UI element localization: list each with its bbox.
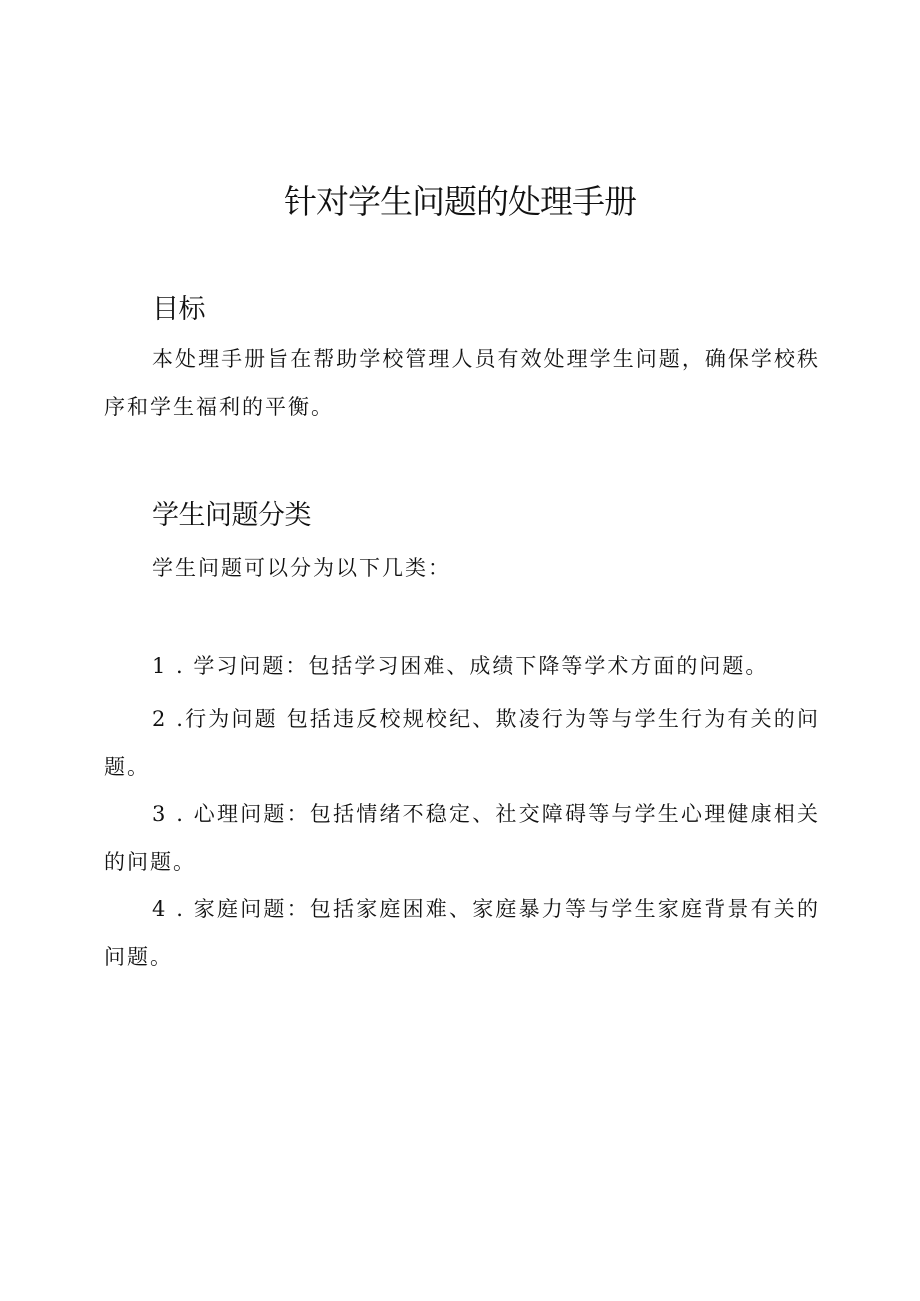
goal-paragraph: 本处理手册旨在帮助学校管理人员有效处理学生问题，确保学校秩序和学生福利的平衡。 bbox=[104, 347, 820, 419]
list-item-family: 4 . 家庭问题：包括家庭困难、家庭暴力等与学生家庭背景有关的问题。 bbox=[104, 897, 820, 969]
list-item-behavior: 2 .行为问题 包括违反校规校纪、欺凌行为等与学生行为有关的问题。 bbox=[104, 707, 820, 779]
section-heading-classification: 学生问题分类 bbox=[152, 500, 311, 531]
classification-intro: 学生问题可以分为以下几类： bbox=[152, 556, 451, 580]
list-item-psychology: 3 . 心理问题：包括情绪不稳定、社交障碍等与学生心理健康相关的问题。 bbox=[104, 802, 820, 874]
document-title: 针对学生问题的处理手册 bbox=[284, 182, 636, 221]
section-heading-goal: 目标 bbox=[152, 294, 205, 325]
list-item-study: 1 . 学习问题：包括学习困难、成绩下降等学术方面的问题。 bbox=[152, 654, 769, 678]
